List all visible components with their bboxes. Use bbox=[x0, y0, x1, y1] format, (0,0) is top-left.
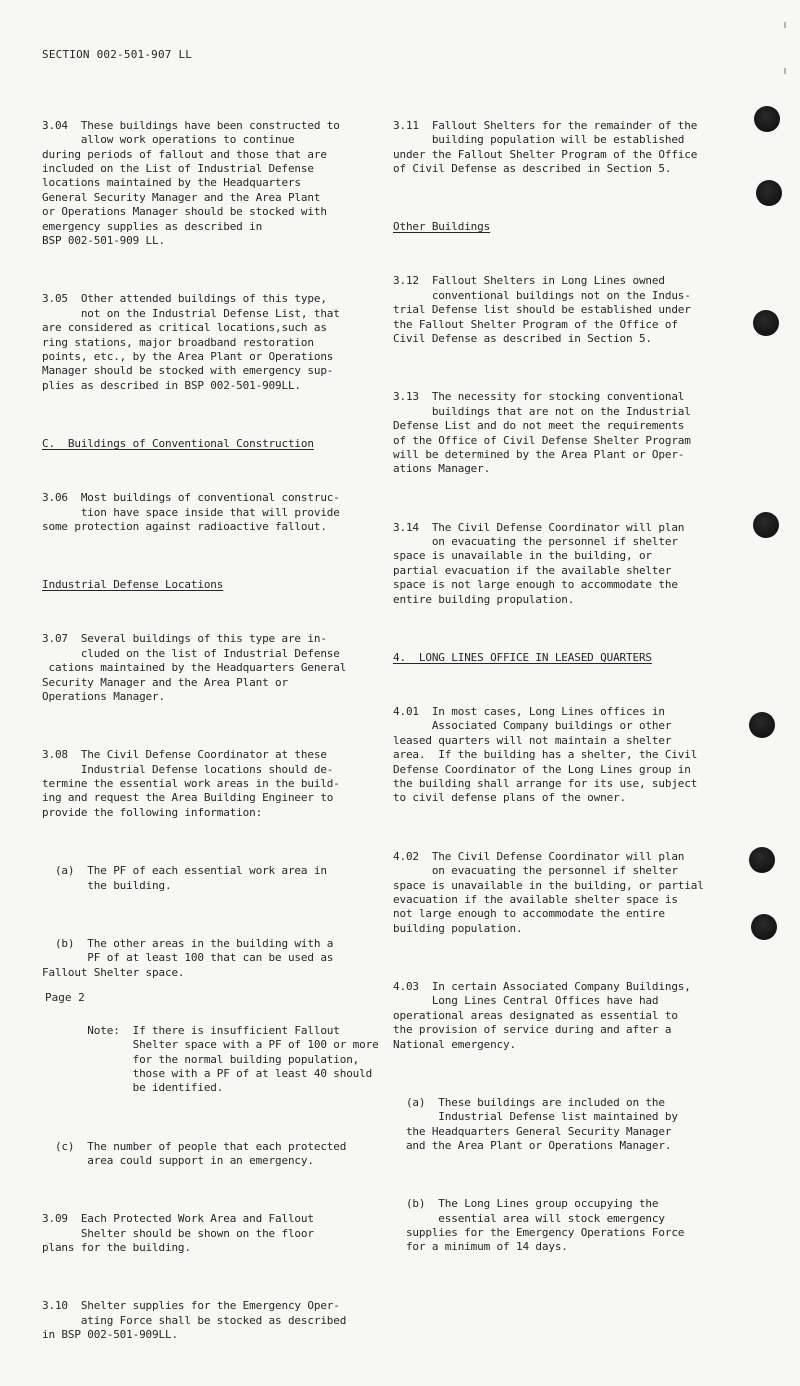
edge-mark bbox=[784, 22, 786, 28]
paragraph-4-03-a: (a) These buildings are included on the Industrial Defense list maintained by the Headquarters General Security Manager and the Area Plant or Operations Manager. bbox=[405, 1095, 678, 1152]
paragraph-3-04: 3.04 These buildings have been constructed to allow work operations to continue during periods of fallout and those that are included on the List of Industrial Defense locations maintained by the Headquarters General Security Manager and the Area Plant or Operations Manager should be stocked with emergency supplies as described in BSP 002-501-909 LL. bbox=[42, 118, 340, 248]
paragraph-3-12: 3.12 Fallout Shelters in Long Lines owned conventional buildings not on the Indus- trial Defense list should be established under the Fallout Shelter Program of the Office of Civil Defense as described in Section 5. bbox=[393, 274, 691, 346]
page-number: Page 2 bbox=[45, 991, 85, 1004]
heading-section-4: 4. LONG LINES OFFICE IN LEASED QUARTERS bbox=[393, 650, 652, 664]
punch-hole bbox=[754, 106, 780, 132]
paragraph-3-06: 3.06 Most buildings of conventional construc- tion have space inside that will provide some protection against radioactive fallout. bbox=[42, 491, 340, 533]
heading-conventional-construction: C. Buildings of Conventional Construction bbox=[42, 436, 314, 450]
punch-hole bbox=[749, 712, 775, 738]
punch-hole bbox=[756, 180, 782, 206]
punch-hole bbox=[753, 512, 779, 538]
heading-other-buildings: Other Buildings bbox=[393, 220, 491, 234]
note-block: Note: If there is insufficient Fallout Shelter space with a PF of 100 or more for the normal building population, those with a PF of at least 40 should be identified. bbox=[87, 1023, 379, 1095]
paragraph-3-13: 3.13 The necessity for stocking conventional buildings that are not on the Industrial Defense List and do not meet the requirements of the Office of Civil Defense Shelter Program will be determined by the Area Plant or Oper- ations Manager. bbox=[393, 390, 691, 476]
punch-hole bbox=[749, 847, 775, 873]
paragraph-3-05: 3.05 Other attended buildings of this type, not on the Industrial Defense List, that are considered as critical locations,such as ring stations, major broadband restoration points, etc., by the Area Plant or Operations Manager should be stocked with emergency sup- plies as described in BSP 002-501-909LL. bbox=[42, 292, 340, 392]
paragraph-3-07: 3.07 Several buildings of this type are in- cluded on the list of Industrial Defense cations maintained by the Headquarters General Security Manager and the Area Plant or Operations Manager. bbox=[42, 632, 347, 704]
paragraph-4-03: 4.03 In certain Associated Company Buildings, Long Lines Central Offices have had operational areas designated as essential to the provision of service during and after a National emergency. bbox=[393, 979, 691, 1051]
paragraph-4-03-b: (b) The Long Lines group occupying the essential area will stock emergency supplies for the Emergency Operations Force for a minimum of 14 days. bbox=[405, 1197, 685, 1254]
paragraph-3-10: 3.10 Shelter supplies for the Emergency Oper- ating Force shall be stocked as described in BSP 002-501-909LL. bbox=[42, 1299, 347, 1342]
heading-industrial-defense-locations: Industrial Defense Locations bbox=[42, 578, 224, 592]
paragraph-3-08-a: (a) The PF of each essential work area in the building. bbox=[54, 864, 327, 892]
paragraph-4-01: 4.01 In most cases, Long Lines offices in Associated Company buildings or other leased quarters will not maintain a shelter area. If the building has a shelter, the Civil Defense Coordinator of the Long Lines group in the building shall arrange for its use, subject to civil defense plans of the owner. bbox=[393, 705, 698, 805]
paragraph-3-08-c: (c) The number of people that each protected area could support in an emergency. bbox=[54, 1139, 347, 1167]
edge-mark bbox=[784, 68, 786, 74]
right-column bbox=[393, 90, 728, 1299]
left-column bbox=[42, 90, 379, 1386]
punch-hole bbox=[751, 914, 777, 940]
paragraph-3-14: 3.14 The Civil Defense Coordinator will plan on evacuating the personnel if shelter space is unavailable in the building, or partial evacuation if the available shelter space is not large enough to accommodate the entire building propulation. bbox=[393, 520, 685, 606]
paragraph-3-09: 3.09 Each Protected Work Area and Fallout Shelter should be shown on the floor plans for the building. bbox=[42, 1212, 314, 1255]
paragraph-3-08-b: (b) The other areas in the building with a PF of at least 100 that can be used as Fallout Shelter space. bbox=[42, 936, 334, 979]
paragraph-4-02: 4.02 The Civil Defense Coordinator will plan on evacuating the personnel if shelter space is unavailable in the building, or partial evacuation if the available shelter space is not large enough to accommodate the entire building population. bbox=[393, 849, 704, 935]
paragraph-3-08: 3.08 The Civil Defense Coordinator at these Industrial Defense locations should de- termine the essential work areas in the build- ing and request the Area Building Engineer to provide the following information: bbox=[42, 748, 340, 819]
punch-hole bbox=[753, 310, 779, 336]
section-header: SECTION 002-501-907 LL bbox=[42, 48, 193, 61]
paragraph-3-11: 3.11 Fallout Shelters for the remainder of the building population will be established under the Fallout Shelter Program of the Office of Civil Defense as described in Section 5. bbox=[393, 118, 698, 176]
